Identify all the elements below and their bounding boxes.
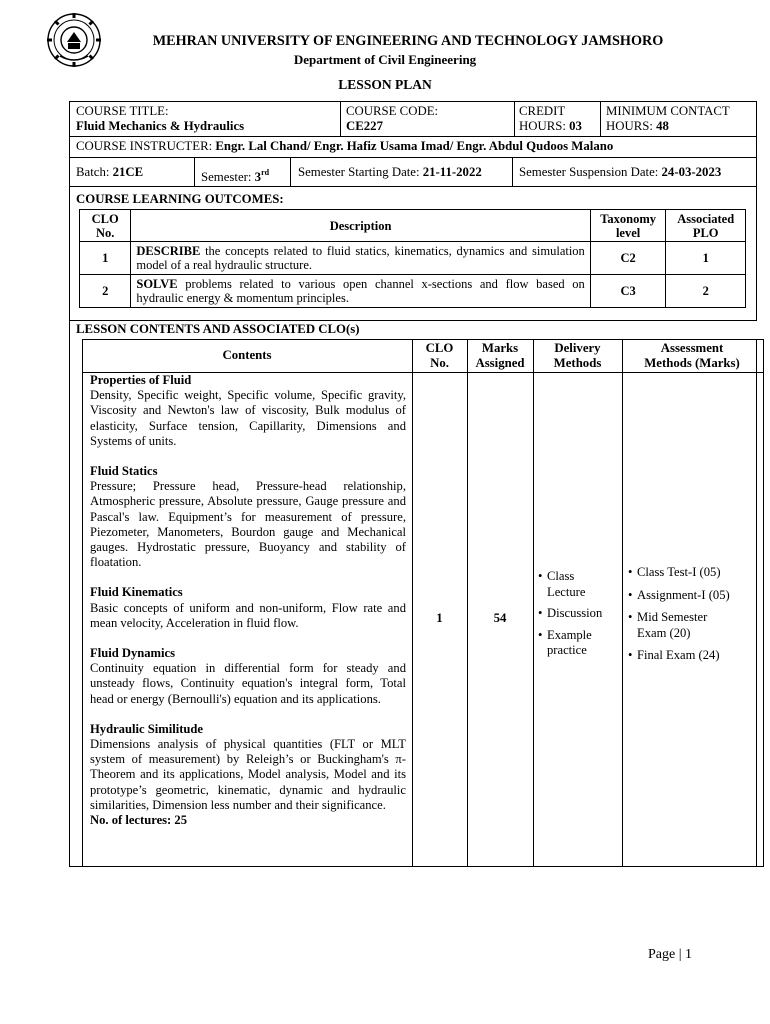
suspension-date-value: 24-03-2023: [661, 165, 722, 179]
list-item: • Class Lecture: [538, 569, 597, 600]
taxonomy-header-1: Taxonomy: [600, 211, 656, 226]
course-code-value: CE227: [346, 119, 383, 133]
semester-value: 3: [254, 170, 262, 184]
clo-no-header-2: No.: [95, 225, 115, 240]
suspension-date-label: Semester Suspension Date:: [519, 165, 659, 179]
clo-text: problems related to various open channel x-sections and flow based on hydraulic energy & momentum principles.: [136, 277, 585, 305]
table-row: [80, 242, 746, 275]
clo-no-header-1: CLO: [91, 211, 119, 226]
assessment-methods-list: [628, 565, 754, 664]
lecture-count: No. of lectures: 25: [90, 813, 187, 828]
section-body: Pressure; Pressure head, Pressure-head relationship, Atmospheric pressure, Absolute pressure, Gauge pressure and Pascal's law. Equipment’s for measurement of pressure, Piezometer, Manometers, Bourdon gauge and Mechanical gauges. Hydrostatic pressure, Buoyancy and stability of floatation.: [90, 479, 406, 570]
assessment-header-1: Assessment: [660, 341, 724, 355]
contact-hours-value: 48: [656, 119, 669, 133]
contact-hours-label-2: HOURS:: [606, 119, 653, 133]
list-item: • Mid Semester Exam (20): [628, 610, 733, 641]
section-title: Fluid Dynamics: [90, 646, 176, 661]
clo-number: 1: [80, 242, 131, 275]
course-code-label: COURSE CODE:: [346, 104, 439, 118]
marks-assigned: 54: [493, 611, 507, 625]
delivery-header: [533, 341, 622, 371]
taxonomy-level: C2: [590, 242, 666, 275]
description-header: Description: [131, 210, 590, 242]
document-title: LESSON PLAN: [338, 77, 432, 92]
clo-text: the concepts related to fluid statics, kinematics, dynamics and simulation model of a real hydraulic structure.: [136, 244, 585, 272]
section-title: Properties of Fluid: [90, 373, 192, 387]
lesson-clo-number: 1: [436, 611, 443, 625]
instructor-label: COURSE INSTRUCTER:: [76, 139, 213, 153]
marks-header-1: Marks: [481, 341, 519, 355]
clo-number: 2: [80, 275, 131, 308]
credit-hours: [519, 119, 582, 134]
section-title: Fluid Kinematics: [90, 585, 183, 600]
list-item: • Discussion: [538, 606, 620, 622]
credit-hours-label: CREDIT: [519, 104, 566, 118]
list-item: • Example practice: [538, 628, 607, 659]
plo-header-2: PLO: [692, 225, 719, 240]
list-item: • Final Exam (24): [628, 648, 754, 664]
batch-value: 21CE: [112, 165, 144, 179]
associated-plo: 2: [666, 275, 746, 308]
course-title-label: COURSE TITLE:: [76, 104, 169, 118]
instructor-row: [76, 139, 613, 154]
contents-header: Contents: [222, 348, 272, 362]
page-number: 1: [685, 947, 693, 962]
delivery-header-2: Methods: [553, 356, 602, 370]
section-body: Density, Specific weight, Specific volume, Specific gravity, Viscosity and Newton's law of viscosity, Bulk modulus of elasticity, Surface tension, Capillarity, Dimensions and Systems of units.: [90, 388, 406, 448]
contact-hours: [606, 119, 669, 134]
outcomes-heading: COURSE LEARNING OUTCOMES:: [76, 192, 284, 206]
plo-header: [666, 210, 746, 242]
outcomes-table: [79, 209, 746, 308]
lessons-heading: LESSON CONTENTS AND ASSOCIATED CLO(s): [76, 322, 360, 336]
section-body: Continuity equation in differential form for steady and unsteady flows, Continuity equation's integral form, Total head or energy (Bernoulli's) equation and its applications.: [90, 661, 406, 706]
clo-verb: SOLVE: [136, 277, 178, 291]
course-title-value: Fluid Mechanics & Hydraulics: [76, 119, 245, 133]
clo-description: [131, 242, 590, 275]
marks-header: [467, 341, 533, 371]
associated-plo: 1: [666, 242, 746, 275]
batch-label: Batch:: [76, 165, 110, 179]
taxonomy-header-2: level: [615, 225, 641, 240]
batch: [76, 165, 143, 180]
clo-header-1: CLO: [425, 341, 454, 355]
list-item: • Class Test-I (05): [628, 565, 754, 581]
credit-hours-value: 03: [569, 119, 582, 133]
clo-no-header: [80, 210, 131, 242]
university-name: MEHRAN UNIVERSITY OF ENGINEERING AND TECHNOLOGY JAMSHORO: [152, 33, 664, 49]
section-title: Fluid Statics: [90, 464, 158, 479]
plo-header-1: Associated: [677, 211, 735, 226]
lesson-contents: [90, 373, 406, 828]
clo-verb: DESCRIBE: [136, 244, 201, 258]
page-label: Page: [648, 947, 676, 962]
department-name: Department of Civil Engineering: [293, 52, 477, 67]
contact-hours-label: MINIMUM CONTACT: [606, 104, 730, 118]
section-body: Dimensions analysis of physical quantities (FLT or MLT system of measurement) by Releigh’s or Buckingham's π-Theorem and its applications, Model analysis, Model and its prototype’s geometric, kinematic, dynamic and hydraulic similarities, Dimension less number and their significance.: [90, 737, 406, 812]
delivery-methods-list: [538, 569, 620, 659]
clo-header: [412, 341, 467, 371]
clo-header-2: No.: [430, 356, 449, 370]
table-row: [80, 275, 746, 308]
semester-suffix: rd: [261, 168, 270, 177]
section-body: Basic concepts of uniform and non-uniform, Flow rate and mean velocity, Acceleration in fluid flow.: [90, 600, 406, 630]
section-title: Hydraulic Similitude: [90, 721, 204, 736]
taxonomy-header: [590, 210, 666, 242]
taxonomy-level: C3: [590, 275, 666, 308]
marks-header-2: Assigned: [475, 356, 525, 370]
page-footer: Page | 1: [648, 947, 693, 962]
start-date-value: 21-11-2022: [422, 165, 482, 179]
list-item: • Assignment-I (05): [628, 588, 754, 604]
start-date: [298, 165, 482, 180]
instructor-value: Engr. Lal Chand/ Engr. Hafiz Usama Imad/ Engr. Abdul Qudoos Malano: [215, 139, 614, 153]
suspension-date: [519, 165, 721, 180]
assessment-header: [622, 341, 762, 371]
semester-label: Semester:: [201, 170, 252, 184]
semester: [201, 165, 269, 185]
assessment-header-2: Methods (Marks): [644, 356, 740, 370]
delivery-header-1: Delivery: [554, 341, 601, 355]
credit-hours-label-2: HOURS:: [519, 119, 566, 133]
start-date-label: Semester Starting Date:: [298, 165, 420, 179]
clo-description: [131, 275, 590, 308]
